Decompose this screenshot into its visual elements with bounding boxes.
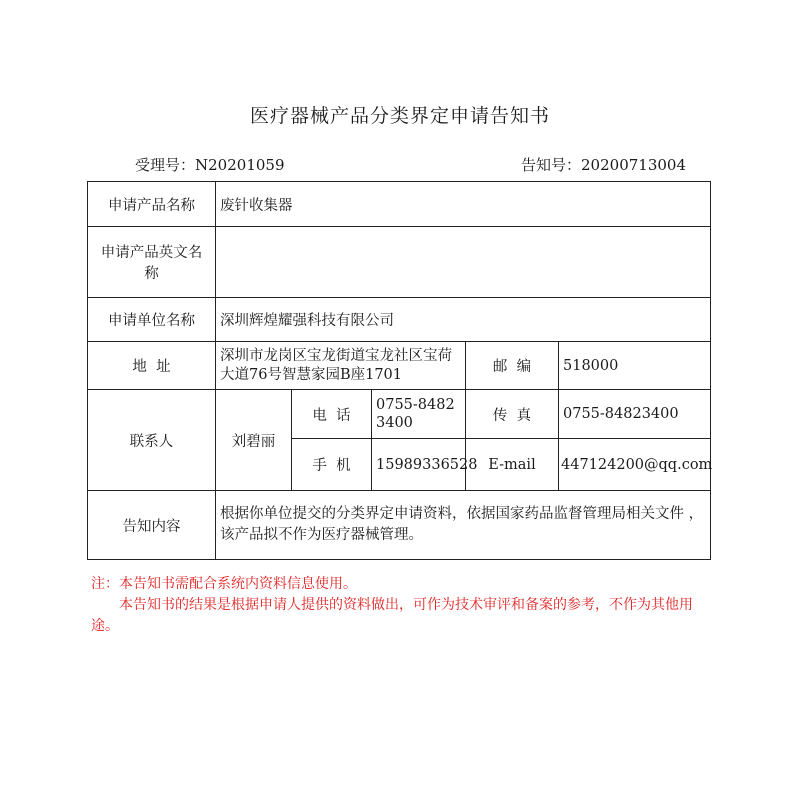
- row-address: [88, 342, 711, 390]
- fax-value: 0755-84823400: [559, 390, 711, 439]
- contact-label: 联系人: [88, 390, 216, 491]
- row-contact-phone: [88, 390, 711, 439]
- notice-number: 告知号：20200713004: [521, 156, 686, 174]
- notice-content-value: 根据你单位提交的分类界定申请资料，依据国家药品监督管理局相关文件 ，该产品拟不作为医疗器械管理。: [216, 491, 711, 560]
- row-applicant: [88, 298, 711, 342]
- row-product-en-name: [88, 227, 711, 298]
- postcode-label: 邮 编: [466, 342, 559, 390]
- contact-value: 刘碧丽: [216, 390, 292, 491]
- footnote: [91, 574, 711, 637]
- acceptance-number: 受理号：N20201059: [135, 156, 285, 174]
- address-value: 深圳市龙岗区宝龙街道宝龙社区宝荷大道76号智慧家园B座1701: [216, 342, 466, 390]
- page-title: 医疗器械产品分类界定申请告知书: [249, 105, 550, 127]
- application-form-table: [87, 181, 711, 560]
- row-product-name: [88, 182, 711, 227]
- email-value: 447124200@qq.com: [559, 439, 711, 491]
- address-label: 地 址: [88, 342, 216, 390]
- product-en-name-value: [216, 227, 711, 298]
- postcode-value: 518000: [559, 342, 711, 390]
- applicant-label: 申请单位名称: [88, 298, 216, 342]
- mobile-label: 手 机: [292, 439, 372, 491]
- email-label: E-mail: [466, 439, 559, 491]
- product-name-label: 申请产品名称: [88, 182, 216, 227]
- row-notice-content: [88, 491, 711, 560]
- mobile-value: 15989336528: [372, 439, 466, 491]
- product-en-name-label: 申请产品英文名称: [88, 227, 216, 298]
- footnote-line-2: 本告知书的结果是根据申请人提供的资料做出，可作为技术审评和备案的参考，不作为其他用途。: [91, 597, 693, 634]
- phone-label: 电 话: [292, 390, 372, 439]
- footnote-line-1: 注：本告知书需配合系统内资料信息使用。: [91, 576, 357, 592]
- fax-label: 传 真: [466, 390, 559, 439]
- product-name-value: 废针收集器: [216, 182, 711, 227]
- notice-content-label: 告知内容: [88, 491, 216, 560]
- applicant-value: 深圳辉煌耀强科技有限公司: [216, 298, 711, 342]
- phone-value: 0755-84823400: [372, 390, 466, 439]
